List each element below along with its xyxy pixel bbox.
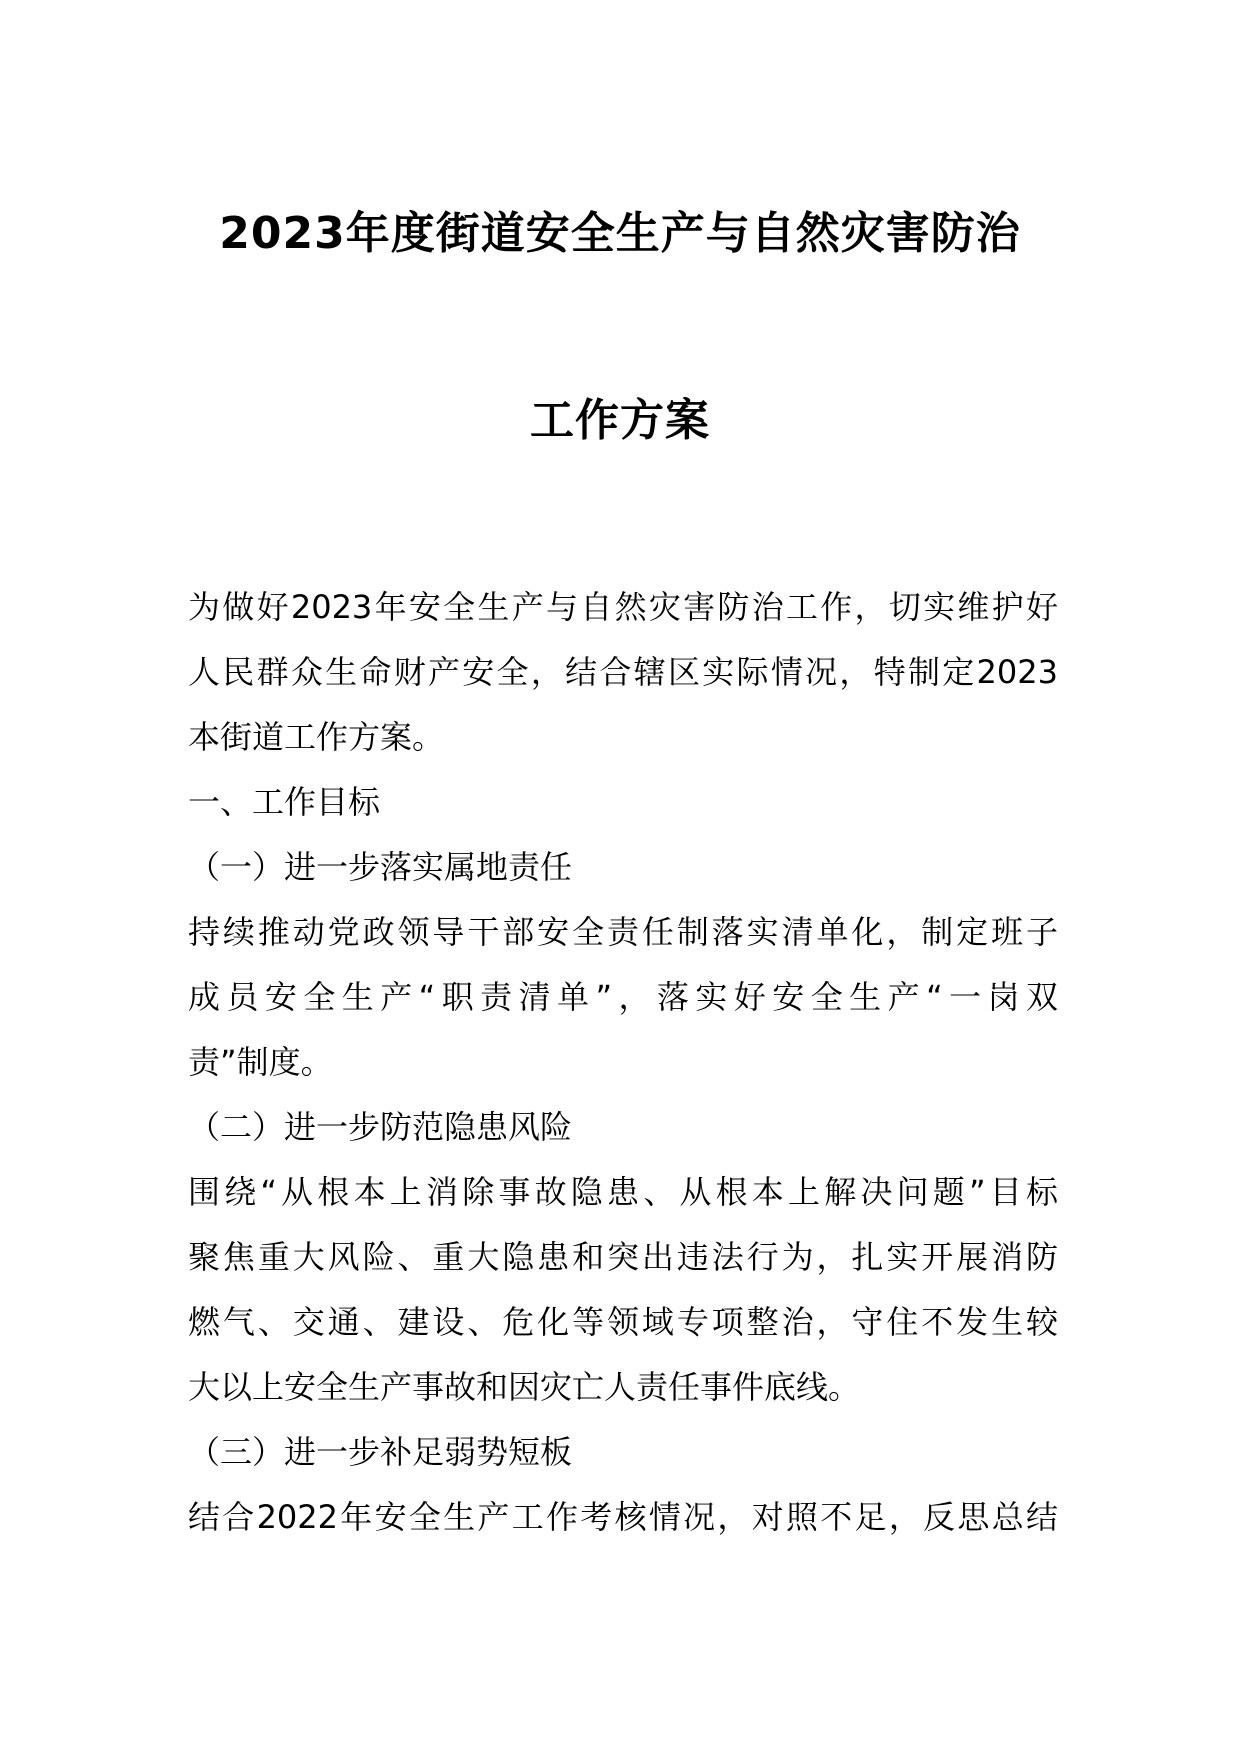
body-line: 责”制度。 <box>188 1043 333 1081</box>
document-body <box>188 575 1058 1550</box>
body-line: 为做好2023年安全生产与自然灾害防治工作，切实维护好 <box>188 588 1058 626</box>
body-line: 一、工作目标 <box>188 783 381 821</box>
body-line: 持续推动党政领导干部安全责任制落实清单化，制定班子 <box>188 913 1058 951</box>
body-line: 结合2022年安全生产工作考核情况，对照不足，反思总结 <box>188 1498 1058 1536</box>
body-line: 燃气、交通、建设、危化等领域专项整治，守住不发生较 <box>188 1303 1058 1341</box>
body-line: （二）进一步防范隐患风险 <box>188 1108 573 1146</box>
body-line: 人民群众生命财产安全，结合辖区实际情况，特制定2023 <box>188 653 1058 691</box>
body-line: 成员安全生产“职责清单”，落实好安全生产“一岗双 <box>188 978 1058 1016</box>
body-line: 大以上安全生产事故和因灾亡人责任事件底线。 <box>188 1368 861 1406</box>
document-title-line-2: 工作方案 <box>530 395 710 446</box>
body-line: （三）进一步补足弱势短板 <box>188 1433 573 1471</box>
body-line: （一）进一步落实属地责任 <box>188 848 573 886</box>
body-line: 围绕“从根本上消除事故隐患、从根本上解决问题”目标 <box>188 1173 1058 1211</box>
document-title-line-1: 2023年度街道安全生产与自然灾害防治 <box>219 208 1021 259</box>
body-line: 本街道工作方案。 <box>188 718 445 756</box>
body-line: 聚焦重大风险、重大隐患和突出违法行为，扎实开展消防 <box>188 1238 1058 1276</box>
